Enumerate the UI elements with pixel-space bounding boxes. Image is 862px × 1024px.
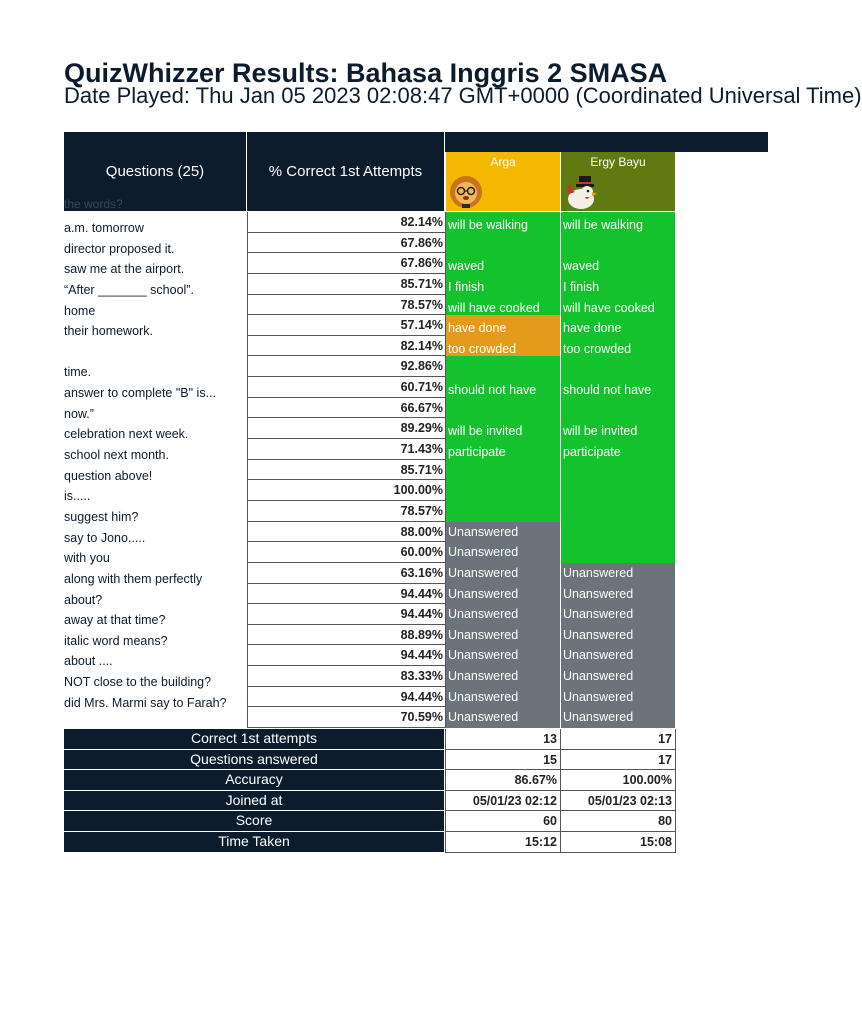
pct-correct-cell: 70.59% — [248, 707, 445, 728]
question-text: NOT close to the building? — [64, 675, 212, 690]
pct-correct-cell: 88.89% — [248, 625, 445, 646]
answer-cell: have done — [446, 315, 560, 336]
answer-cell — [446, 398, 560, 419]
question-text: say to Jono..... — [64, 530, 146, 545]
pct-correct-cell: 94.44% — [248, 645, 445, 666]
rooster-avatar-icon — [563, 174, 599, 210]
answer-cell: I finish — [561, 274, 675, 295]
question-peek: the words? — [64, 197, 123, 211]
question-text: about? — [64, 592, 103, 607]
answer-cell: will be invited — [446, 418, 560, 439]
pct-correct-cell: 100.00% — [248, 480, 445, 501]
summary-label: Joined at — [64, 791, 444, 812]
pct-correct-cell: 60.00% — [248, 542, 445, 563]
answer-cell: will be walking — [561, 212, 675, 233]
question-text: answer to complete "B" is... — [64, 386, 216, 401]
summary-value: 17 — [561, 729, 675, 750]
summary-values-ergy-bayu — [560, 729, 676, 853]
answers-column-ergy-bayu — [561, 212, 675, 728]
answer-cell: Unanswered — [446, 707, 560, 728]
pct-correct-cell: 94.44% — [248, 687, 445, 708]
answer-cell: will be walking — [446, 212, 560, 233]
answer-cell: Unanswered — [446, 687, 560, 708]
question-text: home — [64, 303, 96, 318]
question-text: along with them perfectly — [64, 571, 203, 586]
summary-value: 100.00% — [561, 770, 675, 791]
questions-column — [64, 218, 246, 734]
answer-cell: participate — [561, 439, 675, 460]
answer-cell: waved — [446, 253, 560, 274]
date-played: Date Played: Thu Jan 05 2023 02:08:47 GMT+0000 (Coordinated Universal Time) — [64, 83, 862, 108]
summary-value: 13 — [446, 729, 560, 750]
pct-correct-cell: 92.86% — [248, 356, 445, 377]
summary-value: 15:12 — [446, 832, 560, 853]
pct-correct-cell: 82.14% — [248, 212, 445, 233]
answer-cell: have done — [561, 315, 675, 336]
question-text: a.m. tomorrow — [64, 221, 144, 235]
answer-cell: too crowded — [561, 336, 675, 357]
answer-cell: Unanswered — [561, 604, 675, 625]
summary-values-arga — [445, 729, 560, 853]
pct-correct-cell: 85.71% — [248, 460, 445, 481]
pct-column — [247, 212, 446, 728]
answer-cell: Unanswered — [446, 625, 560, 646]
summary-value: 80 — [561, 811, 675, 832]
answer-cell — [561, 233, 675, 254]
question-text: saw me at the airport. — [64, 262, 185, 277]
answer-cell — [446, 233, 560, 254]
player-name: Arga — [490, 155, 516, 169]
answer-cell: Unanswered — [446, 604, 560, 625]
answer-cell — [446, 480, 560, 501]
player-header-arga — [446, 152, 560, 211]
pct-correct-cell: 82.14% — [248, 336, 445, 357]
answer-cell: Unanswered — [561, 707, 675, 728]
answer-cell: Unanswered — [561, 645, 675, 666]
summary-value: 05/01/23 02:13 — [561, 791, 675, 812]
answer-cell: should not have — [561, 377, 675, 398]
question-text — [64, 342, 246, 363]
answer-cell — [561, 480, 675, 501]
pct-correct-cell: 67.86% — [248, 233, 445, 254]
question-text: time. — [64, 365, 92, 380]
pct-correct-cell: 57.14% — [248, 315, 445, 336]
answer-cell: will be invited — [561, 418, 675, 439]
answer-cell: participate — [446, 439, 560, 460]
question-text: suggest him? — [64, 509, 139, 524]
answer-cell: Unanswered — [446, 666, 560, 687]
question-text: about .... — [64, 654, 113, 669]
answers-column-arga — [446, 212, 560, 728]
summary-labels — [64, 729, 444, 853]
answer-cell: Unanswered — [446, 542, 560, 563]
question-text: did Mrs. Marmi say to Farah? — [64, 695, 227, 710]
pct-correct-cell: 83.33% — [248, 666, 445, 687]
pct-correct-cell: 67.86% — [248, 253, 445, 274]
summary-value: 17 — [561, 750, 675, 771]
summary-label: Time Taken — [64, 832, 444, 853]
summary-value: 15:08 — [561, 832, 675, 853]
answer-cell: too crowded — [446, 336, 560, 357]
question-text: celebration next week. — [64, 427, 189, 442]
answer-cell: Unanswered — [561, 584, 675, 605]
question-text: “After _______ school”. — [64, 282, 194, 297]
answer-cell — [561, 356, 675, 377]
summary-value: 15 — [446, 750, 560, 771]
question-text: is..... — [64, 489, 91, 504]
pct-correct-cell: 66.67% — [248, 398, 445, 419]
player-header-ergy-bayu — [561, 152, 675, 211]
answer-cell — [446, 356, 560, 377]
answer-cell — [561, 522, 675, 543]
question-text: question above! — [64, 468, 153, 483]
answer-cell: Unanswered — [446, 645, 560, 666]
player-name: Ergy Bayu — [590, 155, 646, 169]
summary-label: Correct 1st attempts — [64, 729, 444, 750]
quiz-title-text: QuizWhizzer Results: Bahasa Inggris 2 SMASA — [64, 58, 668, 88]
answer-cell: Unanswered — [446, 563, 560, 584]
pct-correct-cell: 78.57% — [248, 295, 445, 316]
answer-cell — [561, 501, 675, 522]
pct-correct-cell: 94.44% — [248, 584, 445, 605]
answer-cell — [561, 542, 675, 563]
pct-correct-header: % Correct 1st Attempts — [247, 132, 444, 211]
pct-correct-cell: 88.00% — [248, 522, 445, 543]
answer-cell: will have cooked — [446, 295, 560, 316]
quiz-title — [64, 54, 744, 88]
summary-value: 60 — [446, 811, 560, 832]
answer-cell: should not have — [446, 377, 560, 398]
pct-correct-cell: 89.29% — [248, 418, 445, 439]
question-text: away at that time? — [64, 613, 166, 628]
answer-cell: Unanswered — [446, 522, 560, 543]
question-text: now.” — [64, 406, 94, 421]
pct-correct-cell: 63.16% — [248, 563, 445, 584]
answer-cell — [561, 398, 675, 419]
pct-correct-cell: 71.43% — [248, 439, 445, 460]
question-text: director proposed it. — [64, 241, 175, 256]
answer-cell: Unanswered — [446, 584, 560, 605]
summary-label: Questions answered — [64, 750, 444, 771]
question-text: their homework. — [64, 324, 153, 339]
pct-correct-cell: 85.71% — [248, 274, 445, 295]
answer-cell: will have cooked — [561, 295, 675, 316]
lion-avatar-icon — [448, 174, 484, 210]
answer-cell — [446, 460, 560, 481]
question-text: italic word means? — [64, 633, 168, 648]
question-text: with you — [64, 551, 110, 566]
pct-correct-cell: 60.71% — [248, 377, 445, 398]
answer-cell: I finish — [446, 274, 560, 295]
answer-cell: Unanswered — [561, 563, 675, 584]
answer-cell: Unanswered — [561, 625, 675, 646]
summary-value: 86.67% — [446, 770, 560, 791]
summary-label: Score — [64, 811, 444, 832]
summary-value: 05/01/23 02:12 — [446, 791, 560, 812]
answer-cell — [446, 501, 560, 522]
players-header-bar — [445, 132, 768, 152]
question-text: school next month. — [64, 448, 169, 463]
summary-label: Accuracy — [64, 770, 444, 791]
pct-correct-cell: 94.44% — [248, 604, 445, 625]
answer-cell: Unanswered — [561, 666, 675, 687]
answer-cell: waved — [561, 253, 675, 274]
questions-header: Questions (25) — [64, 132, 246, 211]
pct-correct-cell: 78.57% — [248, 501, 445, 522]
answer-cell: Unanswered — [561, 687, 675, 708]
answer-cell — [561, 460, 675, 481]
